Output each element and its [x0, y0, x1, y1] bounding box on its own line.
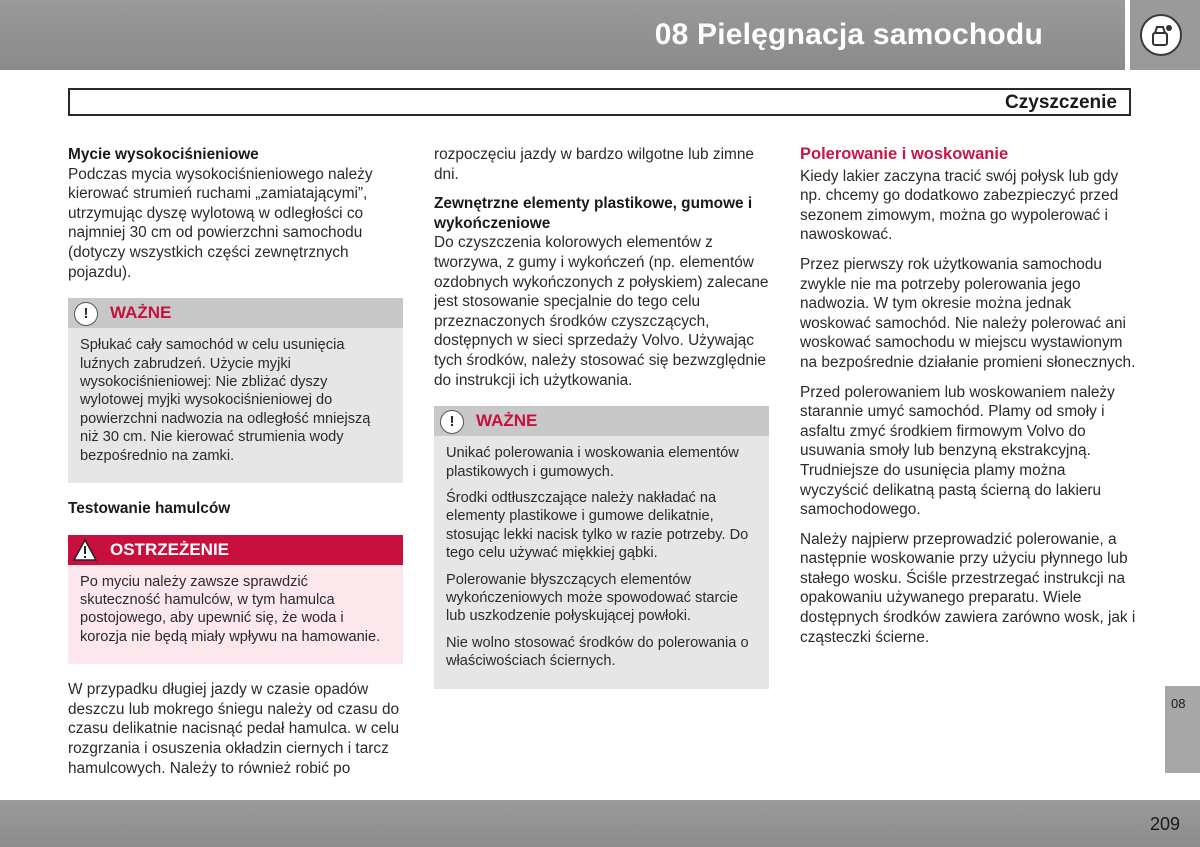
paragraph: Podczas mycia wysokociśnieniowego należy kierować strumień ruchami „zamiatającymi”, utrzymując dyszę wylotową w odległości co najmniej 30 cm od powierzchni samochodu (dotyczy wszystkich części zewnętrznych pojazdu). — [68, 165, 373, 281]
important-box — [434, 406, 769, 688]
warning-box — [68, 535, 403, 665]
paragraph: Kiedy lakier zaczyna tracić swój połysk lub gdy np. chcemy go dodatkowo zabezpieczyć przed sezonem zimowym, można go wypolerować i nawoskować. — [800, 167, 1119, 244]
paragraph: Przez pierwszy rok użytkowania samochodu zwykle nie ma potrzeby polerowania jego nadwozia. W tym okresie można jednak woskować samochód. Nie należy polerować ani woskować samochodu w miejscu wystawionym na bezpośrednie działanie promieni słonecznych. — [800, 255, 1136, 371]
important-label: WAŻNE — [476, 411, 538, 431]
paragraph: Należy najpierw przeprowadzić polerowanie, a następnie woskowanie przy użyciu płynnego lub stałego wosku. Ściśle przestrzegać instrukcji na opakowaniu używanego preparatu. Wiele dostępnych środków zawiera zarówno wosk, jak i cząsteczki ścierne. — [800, 530, 1136, 646]
heading-exterior-plastic: Zewnętrzne elementy plastikowe, gumowe i wykończeniowe — [434, 195, 753, 232]
important-box — [68, 298, 403, 483]
important-text: Nie wolno stosować środków do polerowania o właściwościach ściernych. — [446, 634, 749, 670]
important-text: Polerowanie błyszczących elementów wykończeniowych może spowodować starcie lub uszkodzenie połyskującej powłoki. — [446, 571, 739, 625]
important-header — [68, 298, 403, 328]
paragraph: W przypadku długiej jazdy w czasie opadów deszczu lub mokrego śniegu należy od czasu do czasu delikatnie nacisnąć pedał hamulca. w celu rozgrzania i osuszenia okładzin ciernych i tarcz hamulcowych. Należy to również robić po — [68, 681, 400, 777]
column-1 — [68, 145, 403, 788]
paragraph: rozpoczęciu jazdy w bardzo wilgotne lub zimne dni. — [434, 146, 754, 183]
warning-triangle-icon — [72, 538, 98, 562]
warning-label: OSTRZEŻENIE — [110, 539, 230, 559]
column-2 — [434, 145, 769, 705]
exclamation-icon: ! — [74, 302, 98, 326]
important-label: WAŻNE — [110, 303, 172, 323]
important-text: Spłukać cały samochód w celu usunięcia luźnych zabrudzeń. Użycie myjki wysokociśnieniowej: Nie zbliżać dyszy wylotowej myjki wysokociśnieniowej do powierzchni nadwozia na odległość mniejszą niż 30 cm. Nie kierować strumienia wody bezpośrednio na zamki. — [80, 337, 371, 464]
important-text: Unikać polerowania i woskowania elementów plastikowych i gumowych. — [446, 445, 739, 480]
important-header — [434, 406, 769, 436]
section-header — [68, 88, 1131, 116]
warning-text: Po myciu należy zawsze sprawdzić skuteczność hamulców, w tym hamulca postojowego, aby upewnić się, że woda i korozja nie będą miały wpływu na hamowanie. — [80, 573, 381, 645]
exclamation-icon: ! — [440, 410, 464, 434]
chapter-title: 08 Pielęgnacja samochodu — [654, 18, 1043, 51]
heading-polishing-waxing: Polerowanie i woskowanie — [800, 145, 1009, 163]
car-care-icon — [1140, 14, 1182, 56]
heading-high-pressure-wash: Mycie wysokociśnieniowe — [68, 146, 259, 163]
side-tab-label: 08 — [1171, 696, 1186, 711]
section-title: Czyszczenie — [1005, 92, 1117, 113]
important-text: Środki odtłuszczające należy nakładać na elementy plastikowe i gumowe delikatnie, stosując lekki nacisk tylko w razie potrzeby. Do tego celu używać miękkiej gąbki. — [446, 489, 749, 562]
warning-header — [68, 535, 403, 565]
footer-bar — [0, 800, 1200, 847]
chapter-icon-box — [1130, 0, 1200, 70]
paragraph: Przed polerowaniem lub woskowaniem należy starannie umyć samochód. Plamy od smoły i asfaltu zmyć środkiem firmowym Volvo do usuwania smoły lub benzyną ekstrakcyjną. Trudniejsze do usunięcia plamy można wyczyścić delikatną pastą ścierną do lakieru samochodowego. — [800, 383, 1115, 519]
paragraph: Do czyszczenia kolorowych elementów z tworzywa, z gumy i wykończeń (np. elementów ozdobnych wykończonych z połyskiem) zalecane jest stosowanie specjalnie do tego celu przeznaczonych środków czyszczących, dostępnych w sieci sprzedaży Volvo. Używając tych środków, należy stosować się bezwzględnie do instrukcji ich użytkowania. — [434, 234, 769, 389]
page-number: 209 — [1149, 814, 1180, 834]
column-3 — [800, 145, 1136, 657]
chapter-header-bar — [0, 0, 1125, 70]
chapter-side-tab — [1165, 686, 1200, 773]
heading-brake-testing: Testowanie hamulców — [68, 500, 231, 517]
